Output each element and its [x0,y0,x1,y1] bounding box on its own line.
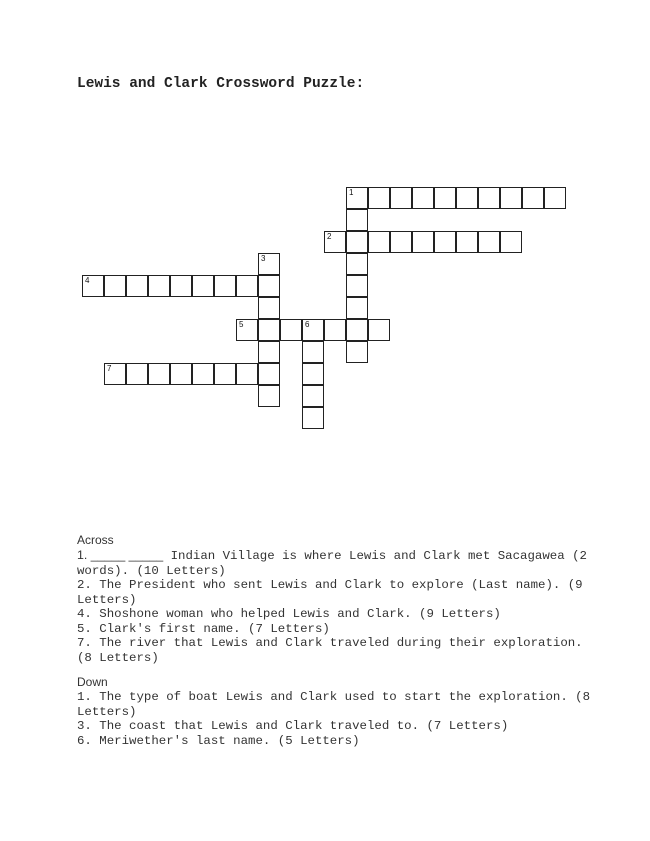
grid-cell[interactable] [170,363,192,385]
grid-cell[interactable] [500,187,522,209]
grid-cell[interactable] [104,275,126,297]
across-clues [77,533,597,665]
grid-cell[interactable] [236,319,258,341]
clue-number: 1 [349,188,354,197]
grid-cell[interactable] [324,231,346,253]
grid-cell[interactable] [170,275,192,297]
grid-cell[interactable] [456,187,478,209]
grid-cell[interactable] [302,385,324,407]
grid-cell[interactable] [390,231,412,253]
down-clues [77,675,597,748]
grid-cell[interactable] [324,319,346,341]
grid-cell[interactable] [346,319,368,341]
across-clue-7: 7. The river that Lewis and Clark traveled during their exploration. (8 Letters) [77,636,591,665]
grid-cell[interactable] [192,363,214,385]
grid-cell[interactable] [302,319,324,341]
across-clue-5: 5. Clark's first name. (7 Letters) [77,621,330,636]
grid-cell[interactable] [390,187,412,209]
grid-cell[interactable] [302,341,324,363]
grid-cell[interactable] [104,363,126,385]
clue-number: 6 [305,320,310,329]
clue-number: 4 [85,276,90,285]
across-clue-1-blanks: 1. _____ _____ [77,548,164,562]
grid-cell[interactable] [368,319,390,341]
grid-cell[interactable] [258,275,280,297]
across-clue-1-text: Indian Village is where Lewis and Clark met Sacagawea (2 words). (10 Letters) [77,549,595,578]
page-title: Lewis and Clark Crossword Puzzle: [77,76,365,92]
down-clue-3: 3. The coast that Lewis and Clark traveled to. (7 Letters) [77,719,509,733]
clue-number: 2 [327,232,332,241]
across-heading: Across [77,533,114,547]
grid-cell[interactable] [192,275,214,297]
across-clue-4: 4. Shoshone woman who helped Lewis and Clark. (9 Letters) [77,607,501,621]
grid-cell[interactable] [82,275,104,297]
down-heading: Down [77,675,108,689]
grid-cell[interactable] [456,231,478,253]
grid-cell[interactable] [346,187,368,209]
grid-cell[interactable] [258,363,280,385]
grid-cell[interactable] [346,275,368,297]
grid-cell[interactable] [500,231,522,253]
clue-number: 7 [107,364,112,373]
grid-cell[interactable] [258,297,280,319]
across-clue-1 [77,548,597,578]
grid-cell[interactable] [258,319,280,341]
clue-number: 3 [261,254,266,263]
grid-cell[interactable] [346,253,368,275]
grid-cell[interactable] [434,231,456,253]
grid-cell[interactable] [522,187,544,209]
grid-cell[interactable] [346,341,368,363]
grid-cell[interactable] [346,231,368,253]
grid-cell[interactable] [148,363,170,385]
grid-cell[interactable] [258,341,280,363]
clue-number: 5 [239,320,244,329]
grid-cell[interactable] [236,275,258,297]
grid-cell[interactable] [148,275,170,297]
grid-cell[interactable] [544,187,566,209]
grid-cell[interactable] [478,231,500,253]
across-clue-2: 2. The President who sent Lewis and Clark to explore (Last name). (9 Letters) [77,578,591,607]
grid-cell[interactable] [368,231,390,253]
grid-cell[interactable] [302,363,324,385]
grid-cell[interactable] [236,363,258,385]
grid-cell[interactable] [412,231,434,253]
grid-cell[interactable] [214,363,236,385]
down-clue-1: 1. The type of boat Lewis and Clark used to start the exploration. (8 Letters) [77,690,598,719]
grid-cell[interactable] [126,363,148,385]
grid-cell[interactable] [214,275,236,297]
grid-cell[interactable] [412,187,434,209]
grid-cell[interactable] [258,253,280,275]
grid-cell[interactable] [368,187,390,209]
grid-cell[interactable] [434,187,456,209]
grid-cell[interactable] [346,209,368,231]
down-clue-6: 6. Meriwether's last name. (5 Letters) [77,733,360,748]
grid-cell[interactable] [478,187,500,209]
grid-cell[interactable] [258,385,280,407]
grid-cell[interactable] [280,319,302,341]
grid-cell[interactable] [302,407,324,429]
grid-cell[interactable] [346,297,368,319]
grid-cell[interactable] [126,275,148,297]
